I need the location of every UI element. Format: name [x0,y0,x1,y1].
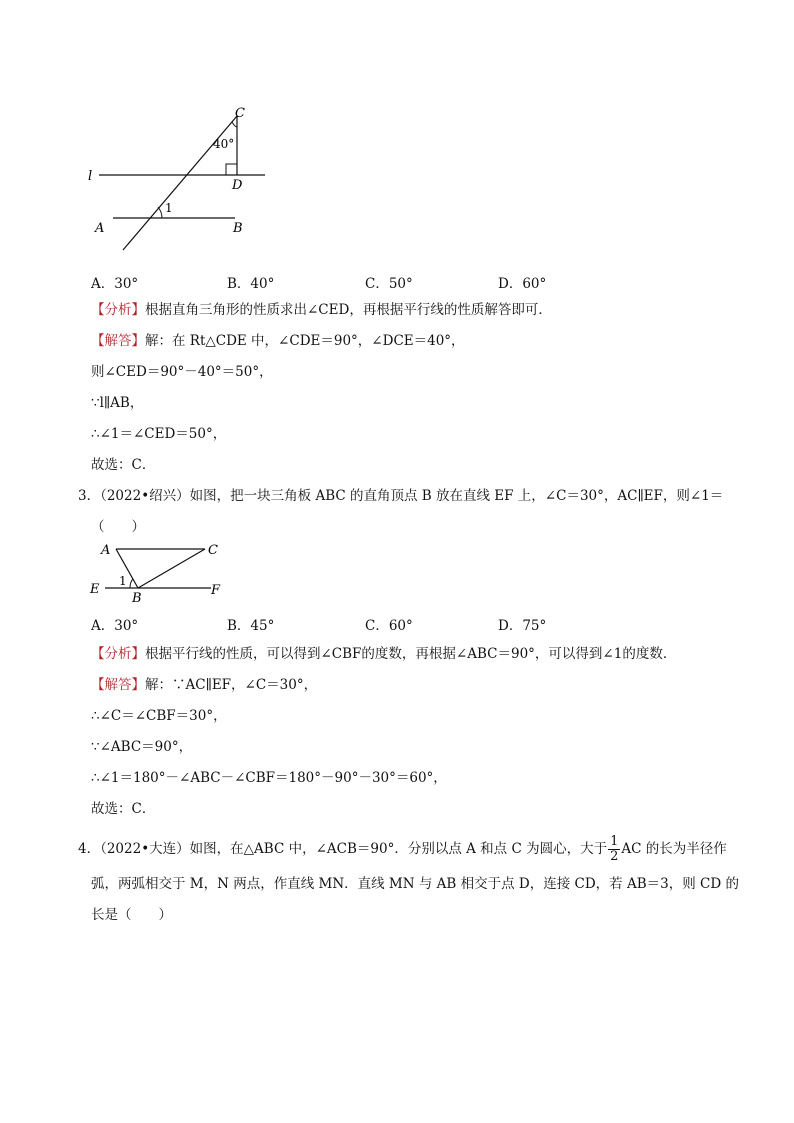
label-l: l [88,169,93,184]
figure-q3 [85,538,245,603]
q2-option-c: C．50° [365,276,413,292]
q2-option-a: A．30° [91,276,139,292]
label-e: E [90,582,100,597]
q3-stem-blank: （ ） [91,519,145,535]
label-b: B [132,591,142,603]
q2-solution-2: 则∠CED＝90°－40°＝50°， [91,364,273,380]
q4-stem-part2: AC 的长为半径作 [621,841,727,857]
right-angle-mark [226,164,237,175]
label-c: C [235,106,245,121]
q3-solution-5: 故选：C． [91,801,156,817]
q4-frac-num: 1 [610,834,619,849]
q3-solution-4: ∴∠1＝180°－∠ABC－∠CBF＝180°－90°－30°＝60°， [91,770,447,786]
q2-option-b: B．40° [227,276,275,292]
q2-solution-tag: 【解答】 [91,333,145,349]
q2-solution-4: ∴∠1＝∠CED＝50°， [91,426,227,442]
label-f: F [211,583,221,598]
q4-fraction [608,835,620,864]
label-40: 40° [213,137,235,151]
q3-analysis [91,644,676,664]
q3-option-b: B．45° [227,618,275,634]
label-c: C [208,543,218,558]
q4-frac-den: 2 [610,849,619,864]
angle-1-arc [158,207,162,218]
q3-solution-2: ∴∠C＝∠CBF＝30°， [91,708,227,724]
label-d: D [232,178,243,193]
q4-stem-2: 弧，两弧相交于 M，N 两点，作直线 MN．直线 MN 与 AB 相交于点 D，连接 CD，若 AB＝3，则 CD 的 [91,876,739,892]
q3-solution-line: 解：∵AC∥EF，∠C＝30°， [145,677,318,693]
q3-option-c: C．60° [365,618,413,634]
angle-40-arc [232,122,237,127]
q4-stem-part1: 4．（2022•大连）如图，在△ABC 中，∠ACB＝90°．分别以点 A 和点 C 为圆心，大于 [78,841,608,857]
q3-solution-1 [91,675,317,695]
q4-stem-1 [78,832,727,866]
label-1: 1 [165,201,173,215]
q2-analysis-text: 根据直角三角形的性质求出∠CED，再根据平行线的性质解答即可． [145,302,552,318]
q2-analysis-tag: 【分析】 [91,302,145,318]
q3-option-d: D．75° [498,618,547,634]
label-a: A [95,221,105,236]
q3-analysis-text: 根据平行线的性质，可以得到∠CBF的度数，再根据∠ABC＝90°，可以得到∠1的度数． [145,646,677,662]
q2-solution-line: 解：在 Rt△CDE 中，∠CDE＝90°，∠DCE＝40°， [145,333,465,349]
q3-stem: 3．（2022•绍兴）如图，把一块三角板 ABC 的直角顶点 B 放在直线 EF 上，∠C＝30°，AC∥EF，则∠1＝ [78,488,724,504]
label-a: A [101,543,111,558]
q4-stem-3: 长是（ ） [91,907,172,923]
q3-analysis-tag: 【分析】 [91,646,145,662]
figure-q2 [85,100,285,255]
line-bc [138,549,205,588]
q3-option-a: A．30° [91,618,139,634]
q2-solution-1 [91,331,465,351]
q2-analysis [91,300,552,320]
q2-option-d: D．60° [498,276,547,292]
q2-solution-3: ∵l∥AB， [91,395,144,411]
q3-solution-3: ∵∠ABC＝90°， [91,739,193,755]
angle-1-arc [130,579,133,588]
label-b: B [233,221,243,236]
q3-solution-tag: 【解答】 [91,677,145,693]
q2-solution-5: 故选：C． [91,457,156,473]
label-1: 1 [119,574,127,588]
